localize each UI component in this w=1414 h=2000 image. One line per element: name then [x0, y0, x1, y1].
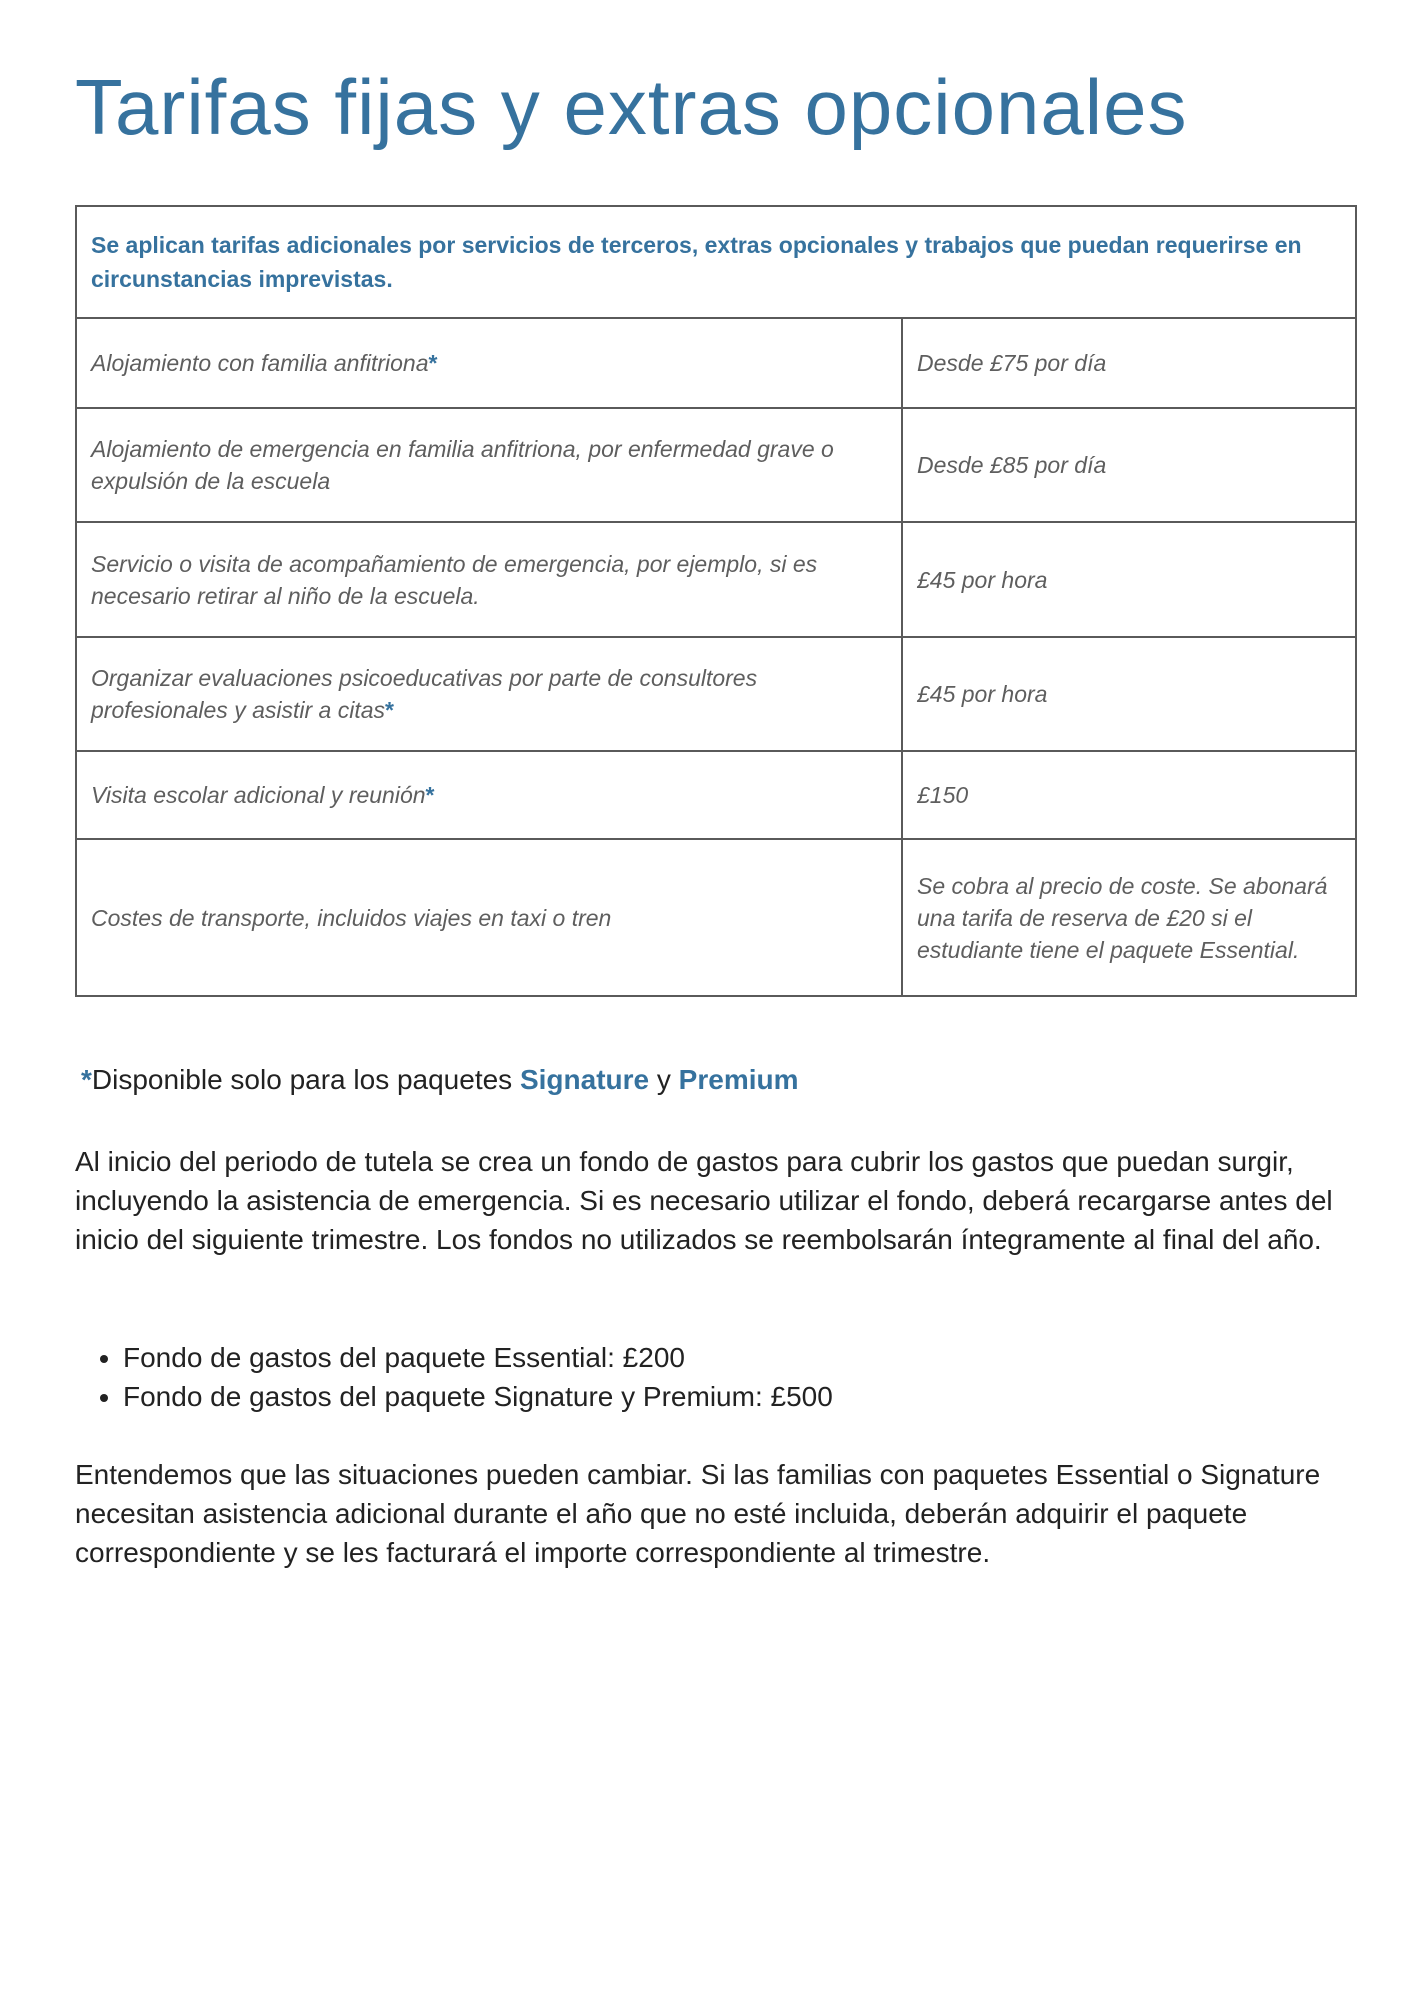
note-conjunction: y: [649, 1064, 679, 1095]
service-label: Alojamiento con familia anfitriona: [91, 350, 429, 376]
fees-table: [75, 205, 1357, 997]
asterisk-mark: *: [425, 782, 435, 808]
service-label: Servicio o visita de acompañamiento de emergencia, por ejemplo, si es necesario retirar al niño de la escuela.: [91, 550, 818, 609]
price-cell: £45 por hora: [902, 637, 1356, 751]
service-cell: [76, 751, 902, 839]
asterisk-mark: *: [428, 350, 438, 376]
service-cell: [76, 839, 902, 996]
table-row: [76, 318, 1356, 408]
asterisk-mark: *: [81, 1064, 92, 1095]
service-label: Visita escolar adicional y reunión: [91, 782, 426, 808]
table-row: [76, 522, 1356, 637]
service-cell: [76, 637, 902, 751]
situation-change-paragraph: Entendemos que las situaciones pueden cambiar. Si las familias con paquetes Essential o Signature necesitan asistencia adicional durante el año que no esté incluida, deberán adquirir el paquete correspondiente y se les facturará el importe correspondiente al trimestre.: [75, 1459, 1321, 1568]
price-cell: Se cobra al precio de coste. Se abonará una tarifa de reserva de £20 si el estudiante tiene el paquete Essential.: [902, 839, 1356, 996]
fund-list: [75, 1338, 833, 1416]
price-cell: £150: [902, 751, 1356, 839]
availability-note: [81, 1064, 799, 1096]
expense-fund-paragraph: Al inicio del periodo de tutela se crea un fondo de gastos para cubrir los gastos que puedan surgir, incluyendo la asistencia de emergencia. Si es necesario utilizar el fondo, deberá recargarse antes del inicio del siguiente trimestre. Los fondos no utilizados se reembolsarán íntegramente al final del año.: [75, 1146, 1333, 1255]
package-premium: Premium: [678, 1064, 799, 1095]
list-item: • Fondo de gastos del paquete Signature y Premium: £500: [123, 1377, 833, 1416]
service-cell: [76, 408, 902, 522]
price-cell: Desde £75 por día: [902, 318, 1356, 408]
service-label: Organizar evaluaciones psicoeducativas por parte de consultores profesionales y asistir a citas: [91, 665, 758, 723]
table-row: [76, 839, 1356, 996]
table-intro-row: [76, 206, 1356, 318]
price-cell: Desde £85 por día: [902, 408, 1356, 522]
service-label: Costes de transporte, incluidos viajes en taxi o tren: [91, 904, 612, 931]
price-cell: £45 por hora: [902, 522, 1356, 637]
package-signature: Signature: [519, 1064, 650, 1095]
table-row: [76, 751, 1356, 839]
service-cell: [76, 318, 902, 408]
page-title: Tarifas fijas y extras opcionales: [75, 63, 1188, 151]
asterisk-mark: *: [385, 697, 394, 723]
service-label: Alojamiento de emergencia en familia anfitriona, por enfermedad grave o expulsión de la escuela: [91, 436, 834, 494]
table-row: [76, 408, 1356, 522]
table-row: [76, 637, 1356, 751]
list-item: • Fondo de gastos del paquete Essential: £200: [123, 1338, 833, 1377]
note-text: Disponible solo para los paquetes: [91, 1064, 520, 1095]
service-cell: [76, 522, 902, 637]
table-intro: Se aplican tarifas adicionales por servicios de terceros, extras opcionales y trabajos que puedan requerirse en circunstancias imprevistas.: [76, 206, 1356, 318]
